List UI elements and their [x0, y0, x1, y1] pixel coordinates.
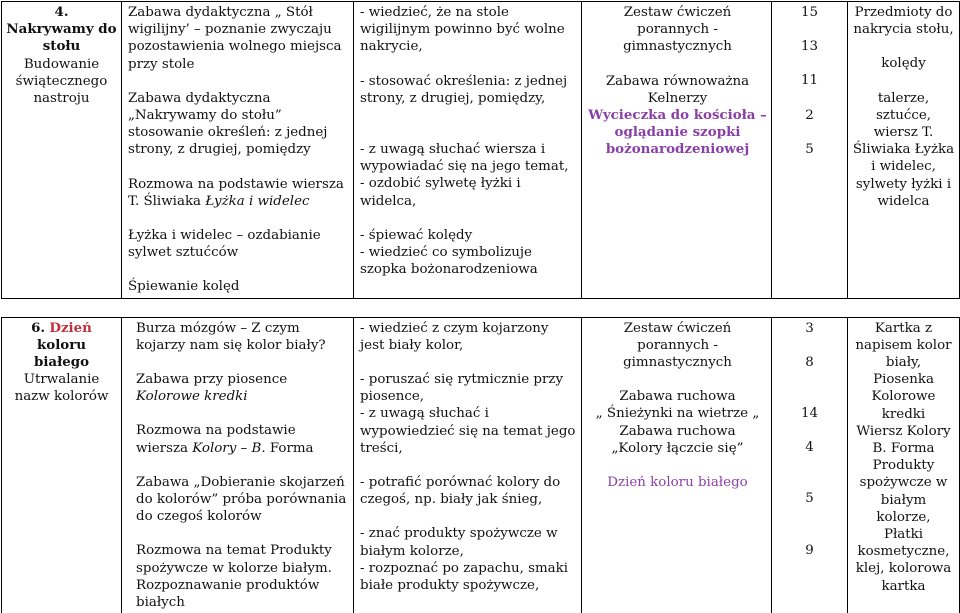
material-item: Przedmioty do nakrycia stołu, — [853, 5, 954, 38]
material-item: talerze, sztućce, wiersz T. Śliwiaka Łyżka i widelec, sylwety łyżki i widelca — [852, 90, 955, 209]
goal-item: - poruszać się rytmicznie przy piosence, — [360, 372, 564, 405]
goal-item: - rozpoznać po zapachu, smaki białe produkty spożywcze, — [360, 560, 569, 594]
activity-item: Burza mózgów – Z czym kojarzy nam się kolor biały? — [136, 320, 326, 353]
exercise-item: Zabawa ruchowa — [619, 423, 736, 439]
exercise-item: Zabawa równoważna Kelnerzy — [605, 73, 750, 106]
material-item: Produkty spożywcze w białym kolorze, — [859, 458, 948, 525]
activity-item: Rozmowa na podstawie wiersza T. Śliwiaka Łyżka i widelec — [128, 176, 344, 209]
exercise-item: Zabawa ruchowa — [619, 389, 736, 405]
goal-item: - stosować określenia: z jednej strony, z drugiej, pomiędzy, — [360, 73, 568, 106]
exercise-item: Zestaw ćwiczeń porannych - gimnastycznych — [623, 5, 732, 55]
goals-cell — [354, 2, 582, 299]
material-item: kolędy — [881, 56, 926, 72]
row-spacer — [2, 298, 960, 317]
exercises-cell — [582, 317, 772, 613]
materials-cell — [848, 317, 960, 613]
activity-item: Śpiewanie kolęd — [128, 279, 240, 295]
number-item: 2 — [805, 107, 814, 123]
number-item: 8 — [805, 354, 814, 370]
number-item: 9 — [805, 542, 814, 558]
topic-subtitle: Budowanie świątecznego nastroju — [15, 56, 108, 107]
goal-item: - z uwagą słuchać wiersza i wypowiadać się na jego temat, — [360, 142, 569, 175]
activities-cell — [122, 2, 354, 299]
numbers-cell — [772, 2, 848, 299]
exercise-item: „ Śnieżynki na wietrze „ — [595, 406, 760, 422]
material-item: Płatki kosmetyczne, klej, kolorowa kartka — [855, 527, 952, 594]
activity-item: Zabawa „Dobieranie skojarzeń do kolorów” próba porównania do czegoś kolorów — [136, 474, 347, 525]
number-item: 3 — [805, 320, 814, 336]
activity-item: Rozmowa na temat Produkty spożywcze w kolorze białym. — [136, 543, 332, 576]
goal-item: - wiedzieć z czym kojarzony jest biały kolor, — [360, 320, 549, 353]
goal-item: - z uwagą słuchać i wypowiedzieć się na temat jego treści, — [360, 406, 576, 456]
materials-cell — [848, 2, 960, 299]
activity-item: Zabawa dydaktyczna „ Stół wigilijny’ – poznanie zwyczaju pozostawienia wolnego miejsca przy stole — [128, 5, 342, 72]
numbers-cell — [772, 317, 848, 613]
topic-title-line2: białego — [33, 354, 90, 371]
table-row — [2, 2, 960, 299]
topic-cell — [2, 2, 122, 299]
exercise-item: „Kolory łączcie się” — [611, 440, 744, 456]
topic-cell — [2, 317, 122, 613]
goal-item: - ozdobić sylwetę łyżki i widelca, — [360, 176, 521, 209]
topic-title: 6. Dzień koloru — [31, 319, 92, 353]
goal-item: - wiedzieć co symbolizuje szopka bożonarodzeniowa — [360, 245, 538, 278]
goal-item: - wiedzieć, że na stole wigilijnym powinno być wolne nakrycie, — [360, 5, 565, 55]
number-item: 4 — [805, 440, 814, 456]
material-item: Wiersz Kolory B. Forma — [856, 423, 951, 457]
goals-cell — [354, 317, 582, 613]
table-row — [2, 317, 960, 613]
goal-item: - śpiewać kolędy — [360, 227, 473, 243]
topic-subtitle: Utrwalanie nazw kolorów — [14, 372, 109, 405]
lesson-plan-table — [1, 1, 960, 613]
topic-number: 4. — [54, 4, 69, 20]
exercise-item: Dzień koloru białego — [607, 475, 748, 491]
activity-item: Rozpoznawanie produktów białych — [136, 577, 320, 611]
activity-item: Zabawa dydaktyczna „Nakrywamy do stołu” stosowanie określeń: z jednej strony, z drugiej, pomiędzy — [128, 90, 328, 158]
material-item: Kartka z napisem kolor biały, — [855, 320, 952, 371]
number-item: 13 — [800, 39, 819, 55]
activity-item: Rozmowa na podstawie wiersza Kolory – B. Forma — [136, 423, 314, 456]
exercise-item: Zestaw ćwiczeń porannych - gimnastycznych — [623, 320, 732, 371]
goal-item: - potrafić porównać kolory do czegoś, np. biały jak śnieg, — [360, 475, 561, 508]
number-item: 5 — [805, 491, 814, 507]
exercise-item: Wycieczka do kościoła – oglądanie szopki bożonarodzeniowej — [588, 107, 767, 158]
exercises-cell — [582, 2, 772, 299]
activity-item: Łyżka i widelec – ozdabianie sylwet sztućców — [128, 228, 321, 261]
number-item: 5 — [805, 141, 814, 157]
activity-item: Zabawa przy piosence Kolorowe kredki — [136, 372, 288, 405]
topic-title: Nakrywamy do stołu — [6, 21, 117, 55]
activities-cell — [122, 317, 354, 613]
material-item: Piosenka Kolorowe kredki — [871, 372, 936, 422]
number-item: 11 — [800, 73, 819, 89]
number-item: 15 — [800, 5, 819, 20]
goal-item: - znać produkty spożywcze w białym kolorze, — [360, 526, 558, 559]
number-item: 14 — [800, 406, 819, 422]
